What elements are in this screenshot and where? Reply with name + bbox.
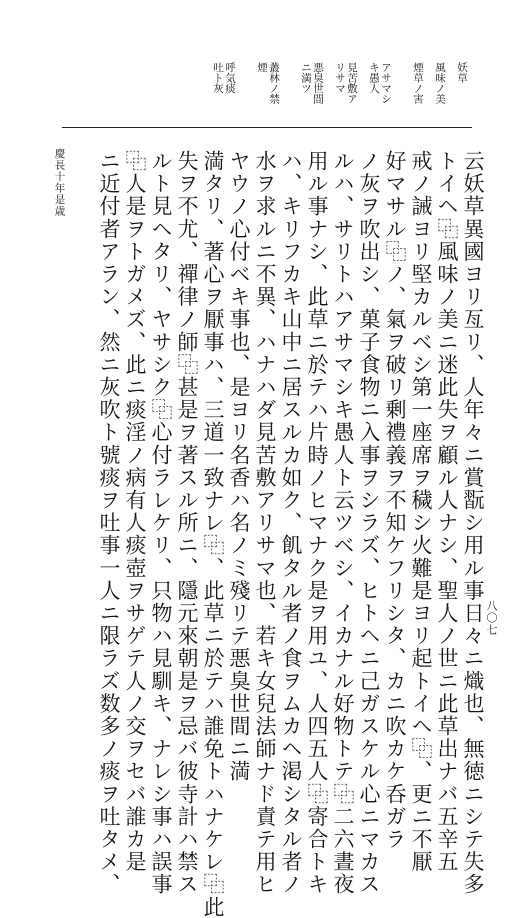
- headnote: 風味ノ美: [434, 62, 446, 104]
- text-column: 満タリ、著心ヲ厭事ハ、三道一致ナレ⿻、此草ニ於テハ誰免トハナケレ⿻此: [201, 150, 225, 918]
- page-number: 八〇七: [485, 600, 498, 636]
- text-column: ハ、キリフカキ山中ニ居スルカ如ク、飢タル者ノ食ヲムカヘ渇シタル者ノ: [279, 150, 303, 896]
- running-footer: 慶長十年是歳: [53, 148, 66, 217]
- text-column: トイヘ⿻風味ノ美ニ迷此失ヲ顧ル人ナシ、聖人ノ世ニ此草出ナバ五辛五: [435, 150, 459, 874]
- headnote: 叢林ノ禁 煙: [256, 62, 280, 104]
- headnote: アサマシ キ愚人: [368, 62, 392, 104]
- text-column: ルハ、サリトハアサマシキ愚人ト云ツベシ、イカナル好物トテ⿻二六晝夜: [331, 150, 355, 896]
- text-column: ニ近付者アラン、然ニ灰吹ト號痰ヲ吐事一人ニ限ラズ数多ノ痰ヲ吐タメ、: [97, 150, 121, 896]
- text-column: ノ灰ヲ吹出シ、菓子食物ニ入事ヲシラズ、ヒトヘニ己ガスケル心ニマカス: [357, 150, 381, 896]
- text-column: ルト見ヘタリ、ヤサシク⿻心付ラレケリ、只物ハ見馴キ、ナレシ事ハ誤事: [149, 150, 173, 896]
- text-column: 戒ノ誡ヨリ堅カルベシ第一座席ヲ穢シ火難是ヨリ起トイヘ⿻、更ニ不厭: [409, 150, 433, 874]
- text-column: 水ヲ求ルニ不異、ハナハダ見苦敷アリサマ也、若キ女兒法師ナド責テ用ヒ: [253, 150, 277, 896]
- text-column: ⿻人是ヲトガメズ、此ニ痰淫ノ病有人痰壺ヲサゲテ人ノ交ヲセバ誰カ是: [123, 150, 147, 874]
- headnotes: [212, 62, 468, 120]
- text-column: 云妖草異國ヨリ亙リ、人年々ニ賞翫シ用ル事日々ニ熾也、無徳ニシテ失多: [461, 150, 485, 896]
- headnote: 妖草: [456, 62, 468, 83]
- text-column: 好マサル⿻ノ、氣ヲ破リ剰禮義ヲ不知ケフリシタ、カニ吹カケ呑ガラ: [383, 150, 407, 851]
- text-column: 用ル事ナシ、此草ニ於テハ片時ノヒマナク是ヲ用ユ、人四五人⿻寄合トキ: [305, 150, 329, 896]
- headnote: 呼気痰 吐ト灰: [212, 62, 236, 94]
- headnote: 悪臭世間 ニ満ツ: [300, 62, 324, 104]
- headnote: 煙草ノ害: [412, 62, 424, 104]
- header-rule: [62, 127, 472, 128]
- text-column: ヤウノ心付ベキ事也、是ヨリ名香ハ名ノミ殘リテ悪臭世間ニ満: [227, 150, 251, 783]
- text-column: 失ヲ不尤、禪律ノ師⿻甚是ヲ著スル所ニ、隱元來朝是ヲ忌バ彼寺計ハ禁ス: [175, 150, 199, 896]
- headnote: 見苦敷ア リサマ: [334, 62, 358, 104]
